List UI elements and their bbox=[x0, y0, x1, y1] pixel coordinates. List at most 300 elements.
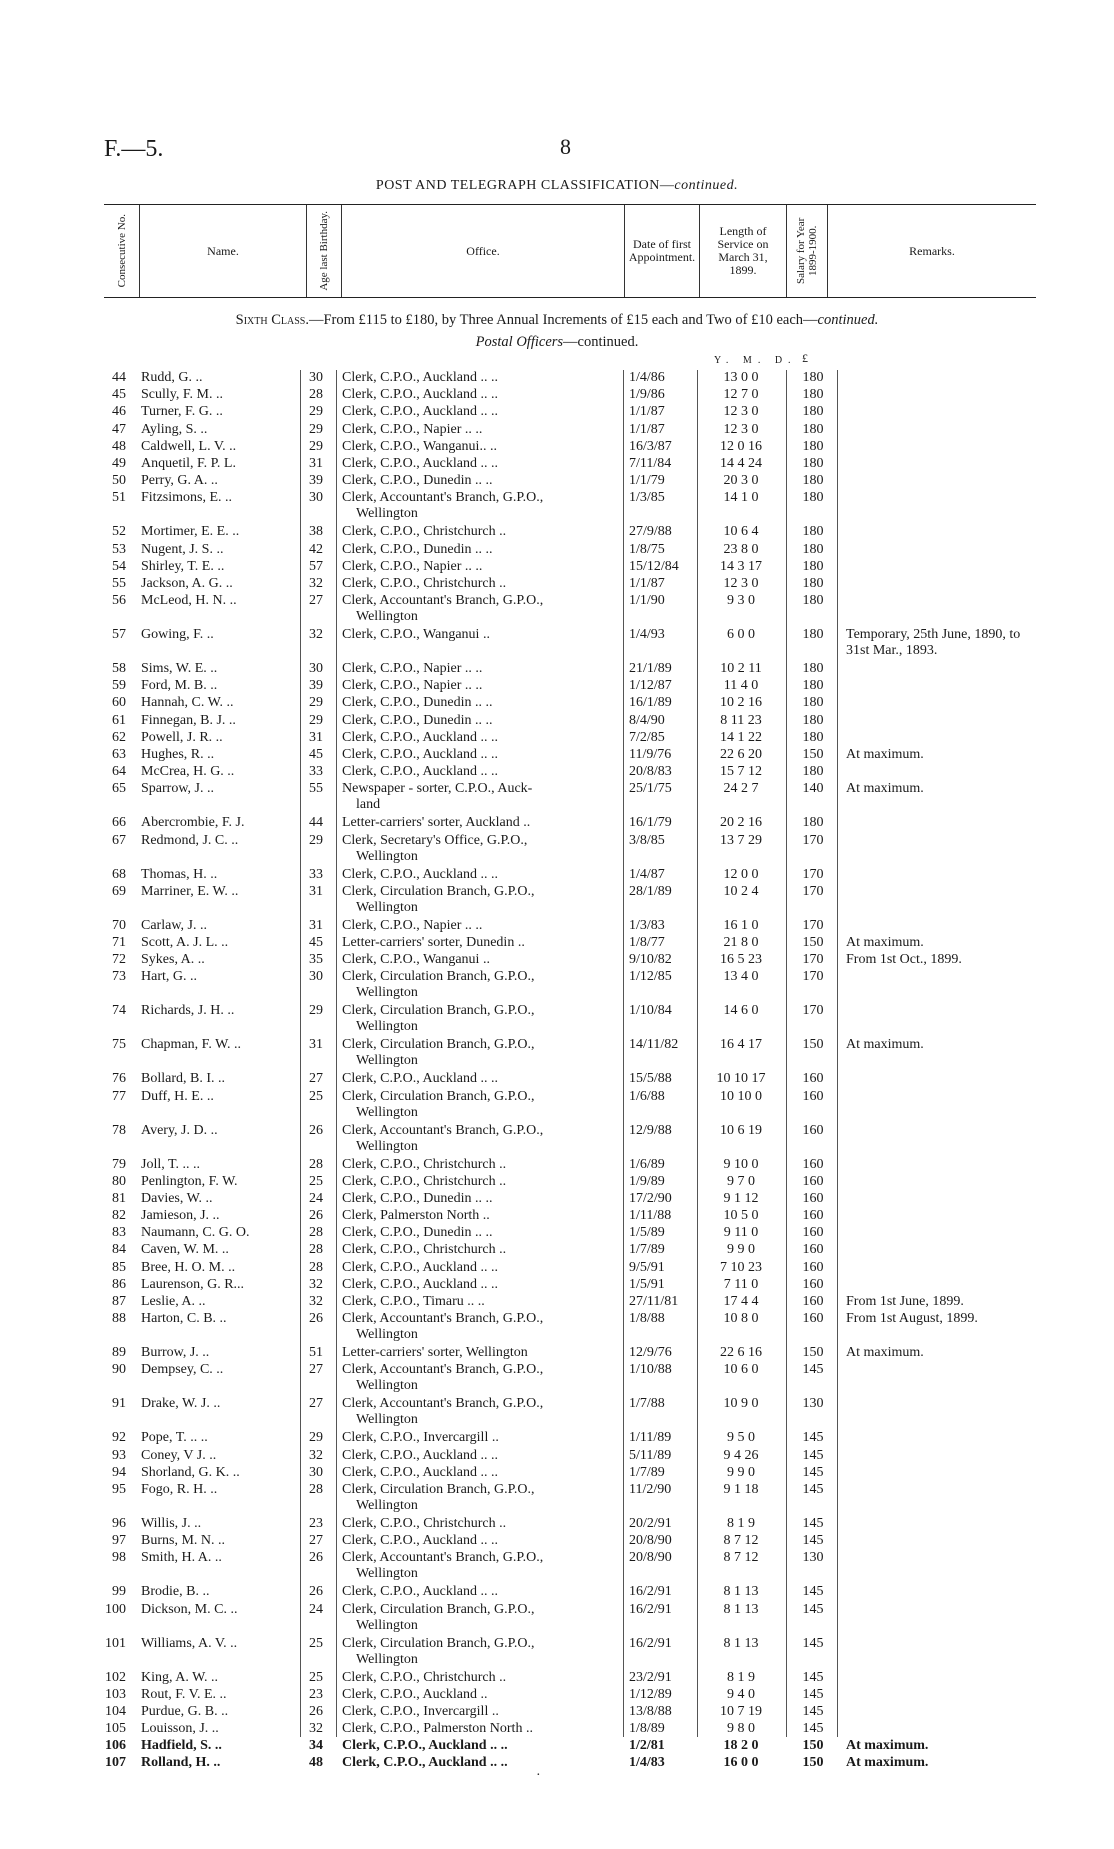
row-age: 31 bbox=[309, 455, 323, 471]
row-name: Sykes, A. .. bbox=[141, 952, 205, 968]
row-office-continuation: Wellington bbox=[356, 1651, 418, 1667]
row-service: 24 2 7 bbox=[723, 781, 759, 797]
row-office-line: Clerk, Palmerston North .. bbox=[342, 1208, 490, 1224]
row-date: 20/2/91 bbox=[629, 1515, 672, 1531]
row-date: 20/8/90 bbox=[629, 1550, 672, 1566]
table-row bbox=[0, 1208, 1114, 1225]
header-name-text: Name. bbox=[207, 243, 239, 258]
row-date: 1/4/93 bbox=[629, 627, 665, 643]
row-salary: 160 bbox=[802, 1190, 824, 1206]
row-salary: 130 bbox=[802, 1396, 824, 1412]
row-office-line: Clerk, C.P.O., Christchurch .. bbox=[342, 1515, 507, 1531]
row-office-continuation: Wellington bbox=[356, 1497, 418, 1513]
row-number: 54 bbox=[112, 558, 126, 574]
row-office-continuation: Wellington bbox=[356, 609, 418, 625]
row-office-continuation: Wellington bbox=[356, 985, 418, 1001]
row-date: 1/4/86 bbox=[629, 370, 665, 385]
table-row bbox=[0, 456, 1114, 473]
row-age: 51 bbox=[309, 1345, 323, 1361]
header-consecutive-no-text: Consecutive No. bbox=[115, 214, 128, 288]
row-office-line: Newspaper - sorter, C.P.O., Auck- bbox=[342, 781, 533, 797]
row-office-line: Clerk, Circulation Branch, G.P.O., bbox=[342, 1481, 535, 1497]
row-date: 1/1/87 bbox=[629, 404, 665, 420]
table-row bbox=[0, 935, 1114, 952]
row-salary: 145 bbox=[802, 1430, 824, 1446]
row-office-line: Clerk, C.P.O., Christchurch .. bbox=[342, 524, 507, 540]
row-name: Scott, A. J. L. .. bbox=[141, 934, 229, 950]
row-date: 15/5/88 bbox=[629, 1071, 672, 1087]
row-number: 44 bbox=[112, 370, 126, 385]
row-office bbox=[342, 1430, 614, 1446]
row-salary: 150 bbox=[802, 1345, 824, 1361]
row-number: 86 bbox=[112, 1276, 126, 1292]
row-office-line: Letter-carriers' sorter, Auckland .. bbox=[342, 815, 531, 831]
row-salary: 180 bbox=[802, 712, 824, 728]
row-service: 10 6 19 bbox=[720, 1122, 762, 1138]
row-salary: 145 bbox=[802, 1515, 824, 1531]
header-age bbox=[307, 205, 342, 297]
row-age: 39 bbox=[309, 473, 323, 489]
row-age: 57 bbox=[309, 558, 323, 574]
row-name: Finnegan, B. J. .. bbox=[141, 712, 236, 728]
row-date: 1/8/88 bbox=[629, 1311, 665, 1327]
header-age-text: Age last Birthday. bbox=[318, 211, 330, 291]
row-age: 29 bbox=[309, 438, 323, 454]
row-salary: 150 bbox=[802, 1755, 824, 1771]
row-name: Chapman, F. W. .. bbox=[141, 1037, 241, 1053]
row-office-line: Clerk, C.P.O., Auckland .. .. bbox=[342, 1533, 498, 1549]
row-salary: 145 bbox=[802, 1601, 824, 1617]
row-number: 106 bbox=[105, 1738, 126, 1754]
row-name: King, A. W. .. bbox=[141, 1669, 219, 1685]
row-number: 59 bbox=[112, 678, 126, 694]
row-service: 9 5 0 bbox=[727, 1430, 755, 1446]
table-row bbox=[0, 1584, 1114, 1601]
row-office bbox=[342, 695, 614, 711]
row-name: Rolland, H. .. bbox=[141, 1755, 221, 1771]
row-number: 104 bbox=[105, 1703, 126, 1719]
row-salary: 180 bbox=[802, 438, 824, 454]
row-office-line: Clerk, C.P.O., Napier .. .. bbox=[342, 678, 483, 694]
row-number: 91 bbox=[112, 1396, 126, 1412]
row-date: 14/11/82 bbox=[629, 1037, 679, 1053]
row-service: 8 1 13 bbox=[723, 1601, 759, 1617]
row-service: 12 3 0 bbox=[723, 575, 759, 591]
row-date: 1/12/87 bbox=[629, 678, 672, 694]
table-row bbox=[0, 404, 1114, 421]
row-date: 15/12/84 bbox=[629, 558, 679, 574]
row-age: 32 bbox=[309, 1294, 323, 1309]
table-row bbox=[0, 1225, 1114, 1242]
row-age: 28 bbox=[309, 1481, 323, 1497]
row-number: 53 bbox=[112, 541, 126, 557]
row-age: 28 bbox=[309, 1259, 323, 1275]
row-salary: 170 bbox=[802, 969, 824, 985]
row-name: Penlington, F. W. bbox=[141, 1173, 238, 1189]
row-office bbox=[342, 1602, 614, 1634]
row-office-line: Clerk, C.P.O., Dunedin .. .. bbox=[342, 695, 493, 711]
row-date: 1/6/88 bbox=[629, 1088, 665, 1104]
row-office-line: Clerk, C.P.O., Auckland .. .. bbox=[342, 1755, 508, 1771]
row-date: 1/4/87 bbox=[629, 866, 665, 882]
row-service: 9 11 0 bbox=[723, 1225, 759, 1241]
row-service: 17 4 4 bbox=[723, 1294, 759, 1309]
row-service: 9 4 0 bbox=[727, 1686, 755, 1702]
row-office bbox=[342, 473, 614, 489]
row-office-continuation: Wellington bbox=[356, 1104, 418, 1120]
row-number: 52 bbox=[112, 524, 126, 540]
row-office bbox=[342, 1345, 614, 1361]
running-title bbox=[0, 178, 1114, 194]
row-salary: 180 bbox=[802, 421, 824, 437]
table-row bbox=[0, 1516, 1114, 1533]
table-row bbox=[0, 1260, 1114, 1277]
row-service: 16 0 0 bbox=[723, 1755, 759, 1771]
row-service: 8 1 13 bbox=[723, 1584, 759, 1600]
row-date: 1/7/89 bbox=[629, 1464, 665, 1480]
row-office-line: Clerk, C.P.O., Auckland .. .. bbox=[342, 1071, 498, 1087]
row-age: 35 bbox=[309, 952, 323, 968]
row-number: 65 bbox=[112, 781, 126, 797]
row-salary: 145 bbox=[802, 1635, 824, 1651]
row-salary: 145 bbox=[802, 1669, 824, 1685]
row-service: 9 1 18 bbox=[723, 1481, 759, 1497]
table-row bbox=[0, 1721, 1114, 1738]
row-date: 1/7/89 bbox=[629, 1242, 665, 1258]
class-continued: continued. bbox=[817, 312, 879, 328]
row-office-line: Clerk, C.P.O., Dunedin .. .. bbox=[342, 473, 493, 489]
row-office bbox=[342, 1277, 614, 1293]
row-salary: 160 bbox=[802, 1294, 824, 1309]
header-date-text: Date of first Appointment. bbox=[628, 237, 696, 264]
row-date: 16/2/91 bbox=[629, 1601, 672, 1617]
row-office bbox=[342, 404, 614, 420]
row-age: 23 bbox=[309, 1686, 323, 1702]
table-row bbox=[0, 1396, 1114, 1430]
row-remarks: At maximum. bbox=[846, 1037, 924, 1053]
row-service: 6 0 0 bbox=[727, 627, 755, 643]
table-row bbox=[0, 1174, 1114, 1191]
row-number: 69 bbox=[112, 883, 126, 899]
row-office-line: Clerk, C.P.O., Auckland .. bbox=[342, 1686, 488, 1702]
row-office-line: Clerk, C.P.O., Auckland .. .. bbox=[342, 1276, 498, 1292]
row-date: 1/9/86 bbox=[629, 387, 665, 403]
row-age: 32 bbox=[309, 575, 323, 591]
row-name: Avery, J. D. .. bbox=[141, 1122, 218, 1138]
row-date: 28/1/89 bbox=[629, 883, 672, 899]
table-row bbox=[0, 1670, 1114, 1687]
row-office bbox=[342, 1636, 614, 1668]
row-age: 25 bbox=[309, 1088, 323, 1104]
row-name: Pope, T. .. .. bbox=[141, 1430, 208, 1446]
table-row bbox=[0, 678, 1114, 695]
row-name: Burns, M. N. .. bbox=[141, 1533, 226, 1549]
row-salary: 180 bbox=[802, 541, 824, 557]
row-date: 3/8/85 bbox=[629, 832, 665, 848]
table-row bbox=[0, 918, 1114, 935]
row-number: 81 bbox=[112, 1190, 126, 1206]
row-date: 7/2/85 bbox=[629, 729, 665, 745]
row-age: 31 bbox=[309, 883, 323, 899]
row-office-line: Clerk, Circulation Branch, G.P.O., bbox=[342, 969, 535, 985]
row-date: 16/1/79 bbox=[629, 815, 672, 831]
header-salary bbox=[787, 205, 828, 297]
row-service: 14 3 17 bbox=[720, 558, 762, 574]
row-service: 8 7 12 bbox=[723, 1533, 759, 1549]
row-service: 12 3 0 bbox=[723, 421, 759, 437]
row-age: 29 bbox=[309, 712, 323, 728]
row-date: 1/10/88 bbox=[629, 1362, 672, 1378]
table-row bbox=[0, 1430, 1114, 1447]
row-number: 58 bbox=[112, 661, 126, 677]
row-service: 9 7 0 bbox=[727, 1173, 755, 1189]
row-remarks: At maximum. bbox=[846, 747, 924, 762]
row-date: 20/8/90 bbox=[629, 1533, 672, 1549]
row-salary: 180 bbox=[802, 387, 824, 403]
row-number: 84 bbox=[112, 1242, 126, 1258]
row-office bbox=[342, 1191, 614, 1207]
table-row bbox=[0, 833, 1114, 867]
table-row bbox=[0, 1550, 1114, 1584]
row-salary: 180 bbox=[802, 593, 824, 609]
row-name: Dickson, M. C. .. bbox=[141, 1601, 238, 1617]
row-salary: 160 bbox=[802, 1259, 824, 1275]
row-number: 101 bbox=[105, 1635, 126, 1651]
table-row bbox=[0, 730, 1114, 747]
row-name: Rout, F. V. E. .. bbox=[141, 1686, 227, 1702]
row-salary: 180 bbox=[802, 575, 824, 591]
row-name: Powell, J. R. .. bbox=[141, 729, 223, 745]
row-service: 21 8 0 bbox=[723, 934, 759, 950]
row-name: Williams, A. V. .. bbox=[141, 1635, 238, 1651]
table-row bbox=[0, 1311, 1114, 1345]
row-age: 28 bbox=[309, 1225, 323, 1241]
row-office-line: Clerk, C.P.O., Dunedin .. .. bbox=[342, 541, 493, 557]
row-salary: 180 bbox=[802, 729, 824, 745]
row-age: 27 bbox=[309, 1362, 323, 1378]
row-office-line: Clerk, C.P.O., Auckland .. .. bbox=[342, 866, 498, 882]
table-row bbox=[0, 473, 1114, 490]
row-name: Harton, C. B. .. bbox=[141, 1311, 227, 1327]
row-remarks: From 1st August, 1899. bbox=[846, 1311, 978, 1327]
row-number: 72 bbox=[112, 952, 126, 968]
row-date: 21/1/89 bbox=[629, 661, 672, 677]
row-name: Hart, G. .. bbox=[141, 969, 197, 985]
header-name bbox=[140, 205, 307, 297]
row-office-line: Clerk, C.P.O., Invercargill .. bbox=[342, 1430, 499, 1446]
row-date: 17/2/90 bbox=[629, 1190, 672, 1206]
row-age: 31 bbox=[309, 729, 323, 745]
row-age: 44 bbox=[309, 815, 323, 831]
row-office bbox=[342, 1123, 614, 1155]
row-salary: 145 bbox=[802, 1464, 824, 1480]
row-service: 10 6 0 bbox=[723, 1362, 759, 1378]
row-office-line: Clerk, C.P.O., Napier .. .. bbox=[342, 421, 483, 437]
row-salary: 145 bbox=[802, 1447, 824, 1463]
row-number: 50 bbox=[112, 473, 126, 489]
row-salary: 145 bbox=[802, 1721, 824, 1737]
row-office bbox=[342, 1482, 614, 1514]
row-name: Ford, M. B. .. bbox=[141, 678, 218, 694]
row-number: 57 bbox=[112, 627, 126, 643]
row-date: 1/1/87 bbox=[629, 421, 665, 437]
table-row bbox=[0, 576, 1114, 593]
row-name: Fitzsimons, E. .. bbox=[141, 490, 233, 506]
row-office bbox=[342, 1533, 614, 1549]
row-salary: 160 bbox=[802, 1173, 824, 1189]
row-office-line: Clerk, C.P.O., Auckland .. .. bbox=[342, 764, 498, 780]
row-office bbox=[342, 1003, 614, 1035]
row-salary: 180 bbox=[802, 524, 824, 540]
row-salary: 180 bbox=[802, 764, 824, 780]
row-name: Shirley, T. E. .. bbox=[141, 558, 225, 574]
row-service: 10 7 19 bbox=[720, 1703, 762, 1719]
row-name: Bollard, B. I. .. bbox=[141, 1071, 225, 1087]
row-date: 1/5/91 bbox=[629, 1276, 665, 1292]
row-office bbox=[342, 1448, 614, 1464]
row-office-continuation: Wellington bbox=[356, 1327, 418, 1343]
row-age: 32 bbox=[309, 1721, 323, 1737]
row-office bbox=[342, 593, 614, 625]
table-row bbox=[0, 867, 1114, 884]
header-remarks bbox=[828, 205, 1036, 297]
row-date: 20/8/83 bbox=[629, 764, 672, 780]
row-office bbox=[342, 1396, 614, 1428]
row-service: 14 6 0 bbox=[723, 1003, 759, 1019]
row-name: Carlaw, J. .. bbox=[141, 917, 207, 933]
header-salary-text: Salary for Year 1899-1900. bbox=[795, 217, 819, 285]
row-age: 32 bbox=[309, 627, 323, 643]
row-service: 11 4 0 bbox=[723, 678, 759, 694]
row-number: 96 bbox=[112, 1515, 126, 1531]
table-row bbox=[0, 1448, 1114, 1465]
row-office bbox=[342, 422, 614, 438]
row-name: Nugent, J. S. .. bbox=[141, 541, 224, 557]
table-header bbox=[104, 204, 1036, 298]
table-row bbox=[0, 695, 1114, 712]
row-number: 79 bbox=[112, 1156, 126, 1172]
row-service: 9 3 0 bbox=[727, 593, 755, 609]
row-service: 7 11 0 bbox=[723, 1276, 759, 1292]
row-remarks: From 1st Oct., 1899. bbox=[846, 952, 962, 968]
row-name: McCrea, H. G. .. bbox=[141, 764, 235, 780]
table-row bbox=[0, 370, 1114, 387]
subtitle-text: Postal Officers bbox=[475, 334, 564, 350]
row-number: 82 bbox=[112, 1208, 126, 1224]
row-age: 29 bbox=[309, 1430, 323, 1446]
row-service: 20 2 16 bbox=[720, 815, 762, 831]
row-number: 49 bbox=[112, 455, 126, 471]
row-date: 9/10/82 bbox=[629, 952, 672, 968]
table-row bbox=[0, 969, 1114, 1003]
header-consecutive-no bbox=[104, 205, 140, 297]
row-service: 16 4 17 bbox=[720, 1037, 762, 1053]
row-date: 8/4/90 bbox=[629, 712, 665, 728]
row-office bbox=[342, 387, 614, 403]
row-remarks: At maximum. bbox=[846, 781, 924, 797]
row-service: 10 5 0 bbox=[723, 1208, 759, 1224]
table-row bbox=[0, 490, 1114, 524]
row-office-line: Clerk, Accountant's Branch, G.P.O., bbox=[342, 1550, 544, 1566]
row-name: Dempsey, C. .. bbox=[141, 1362, 224, 1378]
row-service: 9 8 0 bbox=[727, 1721, 755, 1737]
row-date: 13/8/88 bbox=[629, 1703, 672, 1719]
row-office bbox=[342, 1260, 614, 1276]
class-name: Sixth Class. bbox=[235, 312, 309, 328]
subtitle-continued: —continued. bbox=[563, 334, 639, 350]
row-salary: 150 bbox=[802, 747, 824, 762]
page-number: 8 bbox=[560, 134, 571, 159]
table-row bbox=[0, 747, 1114, 764]
table-row bbox=[0, 1755, 1114, 1772]
row-date: 7/11/84 bbox=[629, 455, 672, 471]
row-service: 7 10 23 bbox=[720, 1259, 762, 1275]
row-name: Naumann, C. G. O. bbox=[141, 1225, 250, 1241]
row-office bbox=[342, 1516, 614, 1532]
row-office bbox=[342, 627, 614, 643]
row-number: 78 bbox=[112, 1122, 126, 1138]
row-salary: 180 bbox=[802, 661, 824, 677]
row-office-line: Clerk, C.P.O., Napier .. .. bbox=[342, 558, 483, 574]
row-age: 30 bbox=[309, 1464, 323, 1480]
row-name: Caldwell, L. V. .. bbox=[141, 438, 237, 454]
row-salary: 180 bbox=[802, 370, 824, 385]
row-service: 10 2 4 bbox=[723, 883, 759, 899]
row-salary: 180 bbox=[802, 678, 824, 694]
table-row bbox=[0, 542, 1114, 559]
row-number: 51 bbox=[112, 490, 126, 506]
row-age: 27 bbox=[309, 593, 323, 609]
row-service: 10 10 0 bbox=[720, 1088, 762, 1104]
row-date: 16/3/87 bbox=[629, 438, 672, 454]
table-row bbox=[0, 593, 1114, 627]
row-number: 47 bbox=[112, 421, 126, 437]
row-service: 18 2 0 bbox=[723, 1738, 759, 1754]
row-number: 75 bbox=[112, 1037, 126, 1053]
row-number: 92 bbox=[112, 1430, 126, 1446]
row-number: 89 bbox=[112, 1345, 126, 1361]
row-age: 55 bbox=[309, 781, 323, 797]
row-office-line: Clerk, C.P.O., Auckland .. .. bbox=[342, 1584, 498, 1600]
row-salary: 145 bbox=[802, 1703, 824, 1719]
row-age: 27 bbox=[309, 1533, 323, 1549]
row-salary: 160 bbox=[802, 1208, 824, 1224]
row-name: Burrow, J. .. bbox=[141, 1345, 210, 1361]
class-title bbox=[0, 312, 1114, 329]
row-service: 8 1 13 bbox=[723, 1635, 759, 1651]
row-service: 22 6 16 bbox=[720, 1345, 762, 1361]
row-office bbox=[342, 918, 614, 934]
row-number: 105 bbox=[105, 1721, 126, 1737]
row-salary: 160 bbox=[802, 1276, 824, 1292]
row-office-line: Clerk, Accountant's Branch, G.P.O., bbox=[342, 490, 544, 506]
row-date: 1/1/90 bbox=[629, 593, 665, 609]
row-service: 16 1 0 bbox=[723, 917, 759, 933]
table-row bbox=[0, 1242, 1114, 1259]
row-name: Hannah, C. W. .. bbox=[141, 695, 234, 711]
row-age: 48 bbox=[309, 1755, 323, 1771]
row-date: 27/11/81 bbox=[629, 1294, 679, 1309]
row-office-line: Clerk, C.P.O., Auckland .. .. bbox=[342, 1738, 508, 1754]
row-service: 16 5 23 bbox=[720, 952, 762, 968]
row-service: 10 10 17 bbox=[716, 1071, 766, 1087]
row-age: 26 bbox=[309, 1311, 323, 1327]
row-age: 32 bbox=[309, 1447, 323, 1463]
row-remarks: At maximum. bbox=[846, 1755, 929, 1771]
row-age: 25 bbox=[309, 1669, 323, 1685]
row-age: 29 bbox=[309, 832, 323, 848]
row-name: Willis, J. .. bbox=[141, 1515, 202, 1531]
